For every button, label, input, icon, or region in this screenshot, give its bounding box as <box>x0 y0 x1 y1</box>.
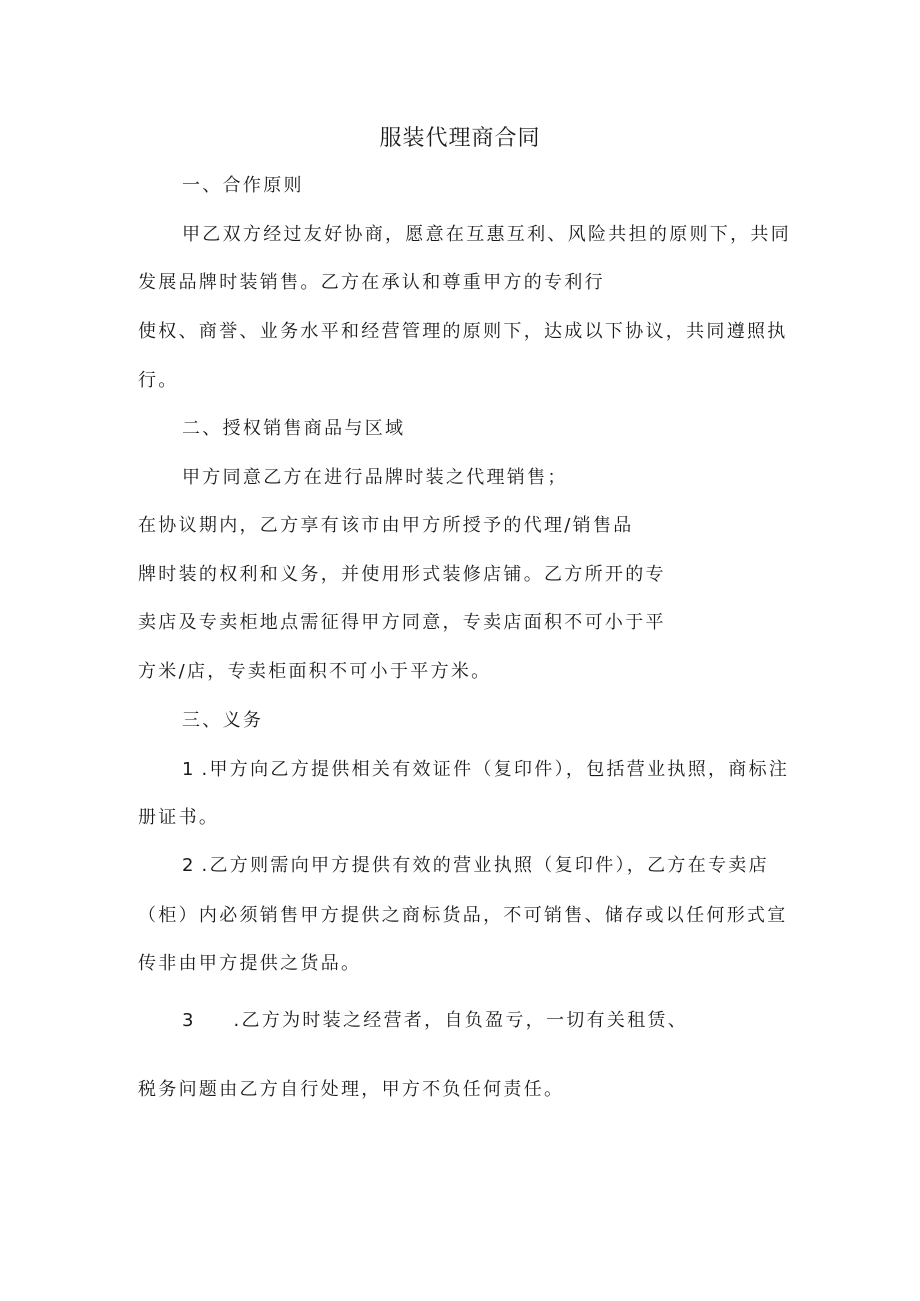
paragraph-line: 方米/店，专卖柜面积不可小于平方米。 <box>138 661 492 682</box>
paragraph-line: 税务问题由乙方自行处理，甲方不负任何责任。 <box>138 1079 565 1100</box>
list-item-number: 1 <box>182 759 194 780</box>
section-3-heading: 三、义务 <box>182 710 264 731</box>
section-2-heading: 二、授权销售商品与区域 <box>182 418 406 439</box>
list-item-text: .乙方为时装之经营者，自负盈亏，一切有关租赁、 <box>233 1010 689 1031</box>
paragraph-line: 行。 <box>138 370 179 391</box>
list-item-text: .乙方则需向甲方提供有效的营业执照（复印件），乙方在专卖店 <box>201 855 769 876</box>
paragraph-line: 发展品牌时装销售。乙方在承认和尊重甲方的专利行 <box>138 272 605 293</box>
list-item-2 <box>182 853 769 879</box>
list-item-number: 3 <box>182 1010 194 1031</box>
paragraph-line: 传非由甲方提供之货品。 <box>138 953 362 974</box>
list-item-number: 2 <box>182 855 194 876</box>
paragraph-line: （柜）内必须销售甲方提供之商标货品，不可销售、储存或以任何形式宣 <box>138 905 788 926</box>
paragraph-line: 牌时装的权利和义务，并使用形式装修店铺。乙方所开的专 <box>138 564 666 585</box>
paragraph-line: 使权、商誉、业务水平和经营管理的原则下，达成以下协议，共同遵照执 <box>138 321 788 342</box>
document-title: 服装代理商合同 <box>379 126 541 151</box>
paragraph-line: 甲乙双方经过友好协商，愿意在互惠互利、风险共担的原则下，共同 <box>182 224 791 245</box>
paragraph-line: 在协议期内，乙方享有该市由甲方所授予的代理/销售品 <box>138 515 634 536</box>
list-item-3 <box>182 1008 688 1034</box>
paragraph-line: 册证书。 <box>138 807 220 828</box>
list-item-text: .甲方向乙方提供相关有效证件（复印件），包括营业执照，商标注 <box>201 759 790 780</box>
paragraph-line: 卖店及专卖柜地点需征得甲方同意，专卖店面积不可小于平 <box>138 612 666 633</box>
paragraph-line: 甲方同意乙方在进行品牌时装之代理销售； <box>182 467 568 488</box>
list-item-1 <box>182 757 789 783</box>
section-1-heading: 一、合作原则 <box>182 175 304 196</box>
